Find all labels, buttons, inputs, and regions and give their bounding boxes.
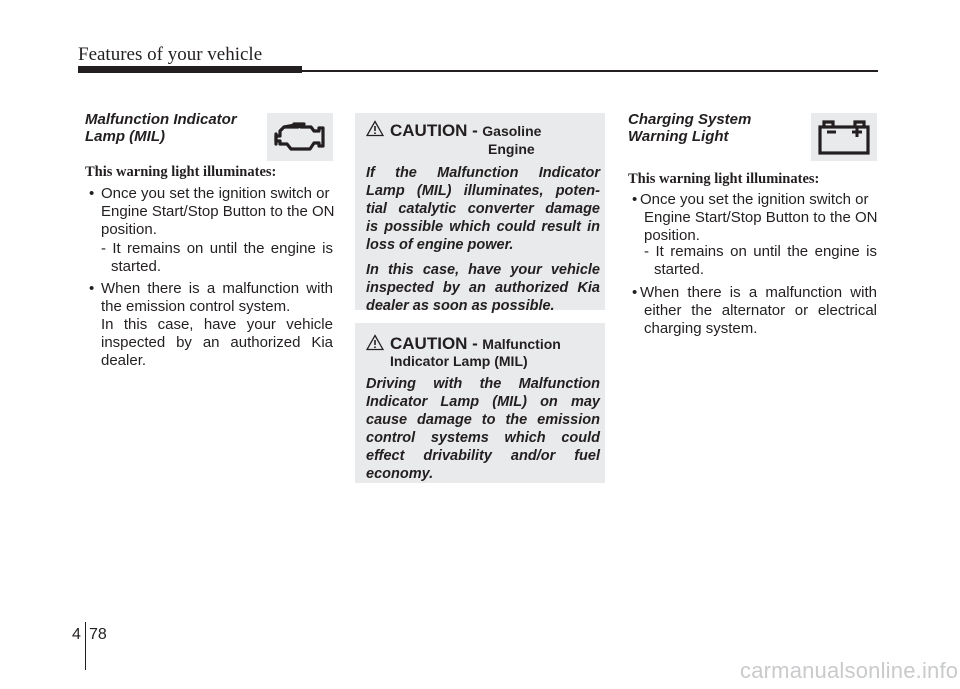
caution2-label: CAUTION - [390, 334, 478, 353]
footer-divider [85, 622, 86, 670]
caution2-line1: Driving with the Malfunction [366, 376, 600, 392]
caution1-line5: loss of engine power. [366, 237, 514, 253]
caution2-line4: control systems which could [366, 430, 600, 446]
charging-bullet2-line2: either the alternator or electrical [644, 302, 877, 319]
charging-bullet2-line1: When there is a malfunction with [640, 284, 877, 301]
mil-subhead: This warning light illuminates: [85, 164, 277, 180]
page-number: 78 [89, 626, 107, 643]
mil-para-line3: dealer. [101, 352, 147, 369]
mil-section-title-line1: Malfunction Indicator [85, 111, 237, 128]
charging-subhead: This warning light illuminates: [628, 171, 820, 187]
engine-check-icon-box [267, 113, 333, 161]
caution2-sub1: Malfunction [482, 336, 561, 352]
page-header-title: Features of your vehicle [78, 44, 263, 65]
charging-bullet-dot-1: • [632, 191, 638, 208]
caution-warning-icon [366, 120, 384, 137]
mil-bullet1-line2: Engine Start/Stop Button to the ON [101, 203, 335, 220]
watermark-text: carmanualsonline.info [740, 658, 959, 683]
charging-section-title-line1: Charging System [628, 111, 752, 128]
caution2-sub2: Indicator Lamp (MIL) [390, 353, 528, 369]
caution1-label: CAUTION - [390, 121, 478, 140]
battery-icon [811, 113, 877, 161]
caution2-line3: cause damage to the emission [366, 412, 600, 428]
caution2-line5: effect drivability and/or fuel [366, 448, 600, 464]
caution1-sub2: Engine [488, 141, 535, 157]
mil-para-line2: inspected by an authorized Kia [101, 334, 333, 351]
caution1-line8: dealer as soon as possible. [366, 298, 555, 314]
engine-check-icon [267, 113, 333, 161]
mil-section-title-line2: Lamp (MIL) [85, 128, 165, 145]
mil-para-line1: In this case, have your vehicle [101, 316, 333, 333]
mil-bullet1-line3: position. [101, 221, 157, 238]
caution-warning-icon [366, 334, 384, 351]
caution2-text [366, 375, 600, 483]
charging-bullet2-line3: charging system. [644, 320, 758, 337]
caution1-text [366, 164, 600, 315]
caution1-line3: tial catalytic converter damage [366, 201, 600, 217]
mil-bullet2-line1: When there is a malfunction with [101, 280, 333, 297]
caution1-line4: is possible which could result in [366, 219, 600, 235]
charging-dash1-line1: - It remains on until the engine is [644, 243, 877, 260]
charging-bullet1-line3: position. [644, 227, 700, 244]
caution2-line2: Indicator Lamp (MIL) on may [366, 394, 600, 410]
caution1-sub1: Gasoline [482, 123, 542, 139]
mil-bullet1-line1: Once you set the ignition switch or [101, 185, 330, 202]
caution1-line1: If the Malfunction Indicator [366, 165, 600, 181]
charging-bullet1-line1: Once you set the ignition switch or [640, 191, 869, 208]
caution1-line6: In this case, have your vehicle [366, 262, 600, 278]
mil-bullet2-line2: the emission control system. [101, 298, 291, 315]
caution1-line2: Lamp (MIL) illuminates, poten- [366, 183, 600, 199]
caution1-line7: inspected by an authorized Kia [366, 280, 600, 296]
mil-dash1-line1: - It remains on until the engine is [101, 240, 333, 257]
charging-dash1-line2: started. [654, 261, 705, 278]
caution2-line6: economy. [366, 466, 434, 482]
charging-section-title-line2: Warning Light [628, 128, 729, 145]
mil-bullet-dot-2: • [89, 280, 95, 297]
chapter-number: 4 [72, 626, 81, 643]
charging-bullet1-line2: Engine Start/Stop Button to the ON [644, 209, 878, 226]
mil-bullet-dot-1: • [89, 185, 95, 202]
charging-bullet-dot-2: • [632, 284, 638, 301]
battery-icon-box [811, 113, 877, 161]
mil-dash1-line2: started. [111, 258, 162, 275]
header-rule-accent [78, 66, 302, 73]
